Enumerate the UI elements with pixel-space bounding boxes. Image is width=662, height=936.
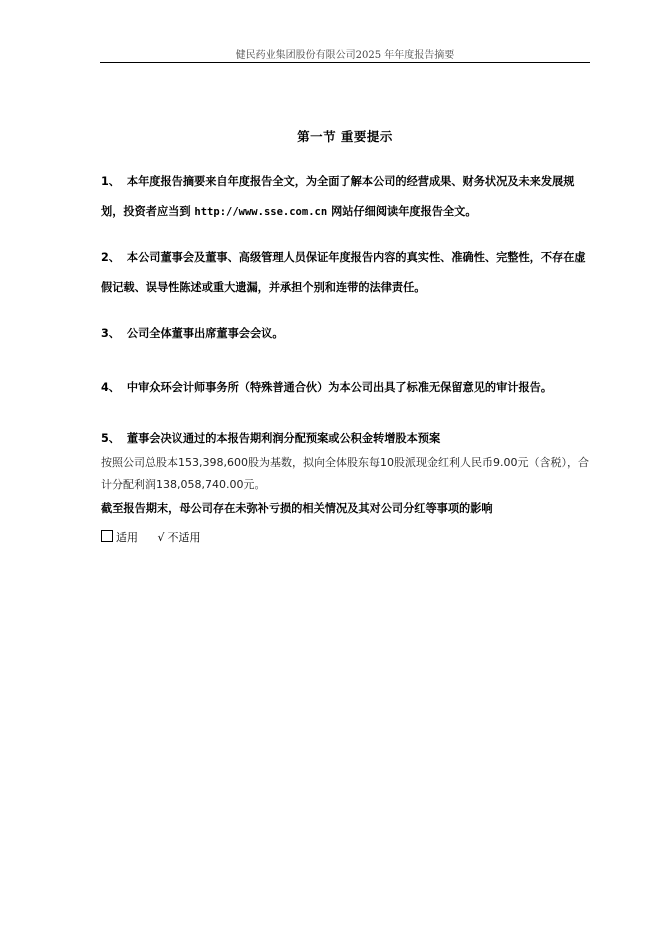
check-mark-icon: √ — [157, 531, 165, 544]
uncovered-loss-heading: 截至报告期末，母公司存在未弥补亏损的相关情况及其对公司分红等事项的影响 — [101, 502, 493, 515]
section-title: 第一节 重要提示 — [297, 129, 393, 144]
item-number: 4、 — [101, 381, 120, 394]
item-number: 1、 — [101, 175, 120, 188]
item-number: 5、 — [101, 432, 120, 445]
notice-item-4 — [101, 373, 591, 403]
option-not-applicable-label: 不适用 — [167, 531, 201, 544]
applicability-options — [101, 529, 201, 547]
running-header: 健民药业集团股份有限公司2025 年年度报告摘要 — [235, 50, 455, 61]
item-text: 本公司董事会及董事、高级管理人员保证年度报告内容的真实性、准确性、完整性，不存在虚假记载、误导性陈述或重大遗漏，并承担个别和连带的法律责任。 — [101, 251, 586, 294]
header-rule — [100, 62, 590, 63]
unchecked-box-icon[interactable] — [101, 530, 113, 542]
item-number: 2、 — [101, 251, 120, 264]
item-text-continued: 网站仔细阅读年度报告全文。 — [327, 205, 477, 218]
notice-item-1 — [101, 167, 591, 227]
notice-item-2 — [101, 243, 591, 303]
notice-item-3 — [101, 319, 591, 349]
option-applicable-label: 适用 — [116, 531, 138, 544]
item-text: 公司全体董事出席董事会会议。 — [126, 327, 284, 340]
website-link[interactable]: http://www.sse.com.cn — [194, 206, 328, 218]
item-number: 3、 — [101, 327, 120, 340]
notice-item-5-heading — [101, 431, 591, 447]
item-text: 董事会决议通过的本报告期利润分配预案或公积金转增股本预案 — [126, 432, 441, 445]
item-text: 本年度报告摘要来自年度报告全文，为全面了解本公司的经营成果、财务状况及未来发展规划，投资者应当到 — [101, 175, 575, 218]
item-text: 中审众环会计师事务所（特殊普通合伙）为本公司出具了标准无保留意见的审计报告。 — [126, 381, 553, 394]
profit-distribution-text: 按照公司总股本153,398,600股为基数，拟向全体股东每10股派现金红利人民币9.00元（含税），合计分配利润138,058,740.00元。 — [101, 456, 589, 491]
